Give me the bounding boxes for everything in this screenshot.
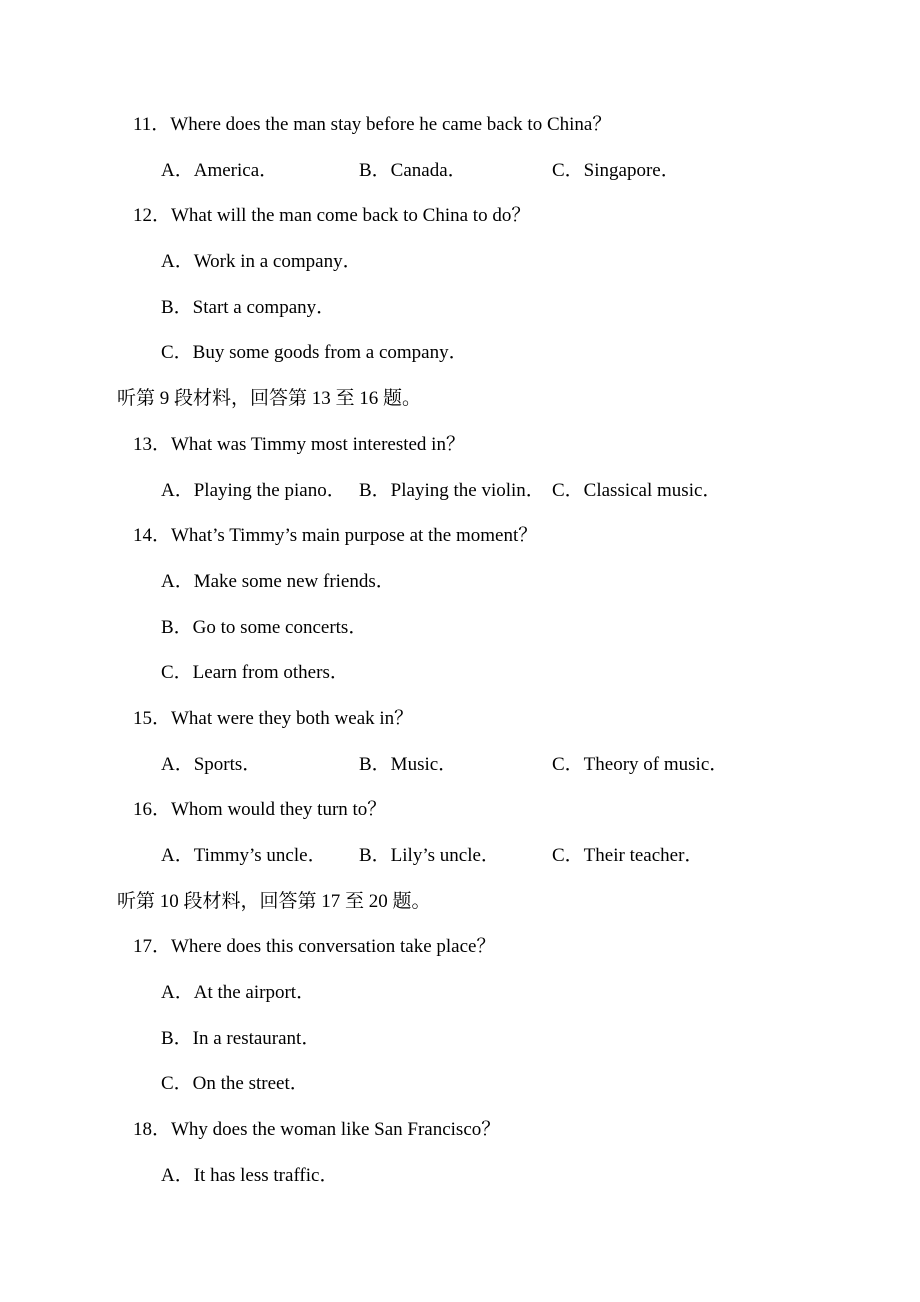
question-13-options bbox=[117, 468, 900, 514]
option-17-b: B．In a restaurant． bbox=[161, 1027, 321, 1049]
option-15-c: C．Theory of music． bbox=[552, 753, 729, 775]
option-14-a: A．Make some new friends． bbox=[161, 570, 395, 592]
question-11: 11．Where does the man stay before he came back to China？ bbox=[133, 114, 612, 135]
question-14: 14．What’s Timmy’s main purpose at the moment？ bbox=[133, 525, 538, 547]
option-12-a: A．Work in a company． bbox=[161, 251, 362, 273]
question-11-options bbox=[117, 148, 900, 194]
option-13-a: A．Playing the piano． bbox=[161, 479, 346, 501]
option-13-b: B．Playing the violin． bbox=[359, 479, 545, 501]
question-15-options bbox=[117, 742, 900, 788]
option-15-a: A．Sports． bbox=[161, 753, 262, 775]
question-17: 17．Where does this conversation take place？ bbox=[133, 936, 496, 958]
option-13-c: C．Classical music． bbox=[552, 479, 722, 501]
section-material-9: 听第 9 段材料，回答第 13 至 16 题。 bbox=[117, 388, 422, 410]
section-material-10: 听第 10 段材料，回答第 17 至 20 题。 bbox=[117, 890, 431, 912]
option-17-c: C．On the street． bbox=[161, 1073, 309, 1095]
option-12-c: C．Buy some goods from a company． bbox=[161, 342, 468, 364]
option-11-a: A．America． bbox=[161, 159, 279, 181]
option-12-b: B．Start a company． bbox=[161, 296, 336, 318]
option-11-c: C．Singapore． bbox=[552, 159, 680, 181]
question-16: 16．Whom would they turn to？ bbox=[133, 799, 387, 821]
question-15: 15．What were they both weak in？ bbox=[133, 707, 414, 729]
option-15-b: B．Music． bbox=[359, 753, 458, 775]
question-16-options bbox=[117, 833, 900, 879]
question-13: 13．What was Timmy most interested in？ bbox=[133, 433, 465, 455]
option-17-a: A．At the airport． bbox=[161, 982, 316, 1004]
option-18-a: A．It has less traffic． bbox=[161, 1164, 339, 1186]
option-11-b: B．Canada． bbox=[359, 159, 467, 181]
option-16-a: A．Timmy’s uncle． bbox=[161, 845, 327, 866]
option-14-c: C．Learn from others． bbox=[161, 662, 349, 684]
question-12: 12．What will the man come back to China to do？ bbox=[133, 205, 531, 227]
option-16-b: B．Lily’s uncle． bbox=[359, 845, 500, 866]
option-16-c: C．Their teacher． bbox=[552, 845, 704, 866]
question-18: 18．Why does the woman like San Francisco？ bbox=[133, 1119, 501, 1141]
option-14-b: B．Go to some concerts． bbox=[161, 616, 368, 638]
